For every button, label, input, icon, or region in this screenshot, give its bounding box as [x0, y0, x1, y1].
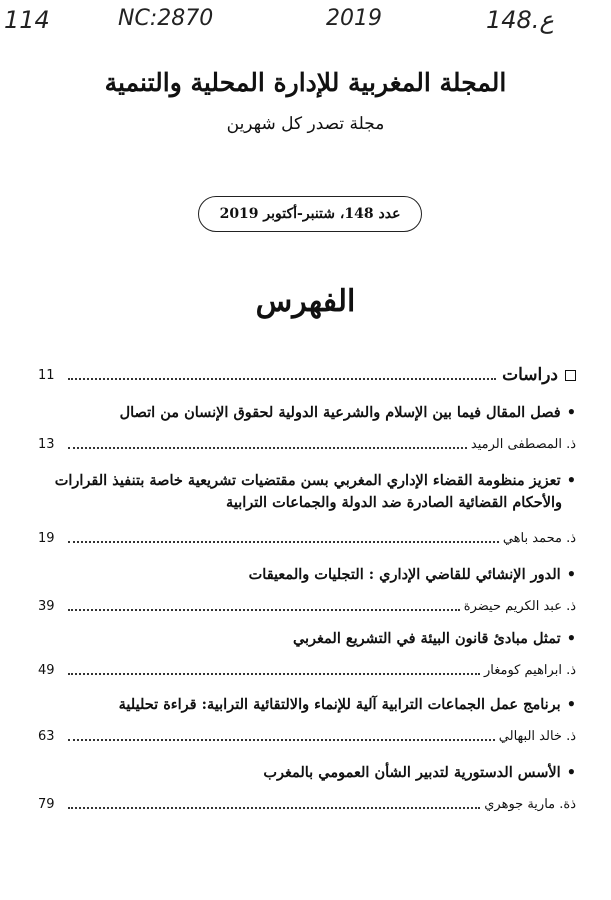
bullet-icon: • — [566, 404, 576, 421]
issue-badge — [198, 196, 422, 232]
page-number: 19 — [38, 530, 55, 546]
entry-author: ذة. مارية جوهري — [484, 796, 576, 812]
handwritten-note-4: 148.ع — [486, 6, 554, 34]
page-number: 39 — [38, 598, 55, 614]
checkbox-square-icon — [565, 370, 576, 381]
entry-author: ذ. المصطفى الرميد — [470, 436, 576, 452]
entry-title: الأسس الدستورية لتدبير الشأن العمومي بالمغرب — [263, 764, 561, 781]
entry-title: تمثل مبادئ قانون البيئة في التشريع المغربي — [292, 630, 561, 647]
entry-title: تعزيز منظومة القضاء الإداري المغربي بسن مقتضيات تشريعية خاصة بتنفيذ القرارات — [54, 472, 561, 489]
bullet-icon: • — [566, 764, 576, 781]
dot-leader — [68, 439, 467, 449]
dot-leader — [68, 731, 495, 741]
handwritten-note-3: 2019 — [326, 6, 382, 31]
toc-entry[interactable] — [38, 628, 576, 680]
entry-author: ذ. ابراهيم كومغار — [483, 662, 576, 678]
dot-leader — [68, 665, 480, 675]
toc-heading: الفهرس — [255, 284, 356, 319]
toc-section-label: دراسات — [502, 365, 558, 385]
entry-title-continued: والأحكام القضائية الصادرة ضد الدولة والجماعات الترابية — [226, 494, 562, 511]
journal-subtitle: مجلة تصدر كل شهرين — [226, 114, 385, 134]
page-number: 13 — [38, 436, 55, 452]
entry-title: فصل المقال فيما بين الإسلام والشرعية الدولية لحقوق الإنسان من اتصال — [119, 404, 561, 421]
journal-title: المجلة المغربية للإدارة المحلية والتنمية — [104, 68, 507, 97]
page-number: 79 — [38, 796, 55, 812]
page-number: 11 — [38, 367, 55, 383]
toc-entry[interactable] — [38, 402, 576, 454]
toc-entry[interactable] — [38, 470, 576, 548]
bullet-icon: • — [566, 472, 576, 489]
handwritten-note-1: 114 — [4, 6, 50, 34]
handwritten-note-2: NC:2870 — [118, 6, 214, 31]
toc-entry[interactable] — [38, 762, 576, 814]
bullet-icon: • — [566, 630, 576, 647]
entry-title: برنامج عمل الجماعات الترابية آلية للإنماء والالتقائية الترابية: قراءة تحليلية — [118, 696, 561, 713]
page-number: 49 — [38, 662, 55, 678]
toc-entry[interactable] — [38, 564, 576, 616]
dot-leader — [68, 601, 460, 611]
entry-author: ذ. خالد البهالي — [498, 728, 576, 744]
toc-entry[interactable] — [38, 694, 576, 746]
entry-author: ذ. عبد الكريم حيضرة — [463, 598, 576, 614]
page-number: 63 — [38, 728, 55, 744]
dot-leader — [68, 370, 496, 380]
bullet-icon: • — [566, 566, 576, 583]
dot-leader — [68, 799, 480, 809]
bullet-icon: • — [566, 696, 576, 713]
issue-label: عدد 148، شتنبر-أكتوبر 2019 — [219, 206, 401, 222]
dot-leader — [68, 533, 499, 543]
toc-section-row[interactable] — [38, 364, 576, 386]
entry-author: ذ. محمد باهي — [502, 530, 576, 546]
entry-title: الدور الإنشائي للقاضي الإداري : التجليات والمعيقات — [248, 566, 561, 583]
